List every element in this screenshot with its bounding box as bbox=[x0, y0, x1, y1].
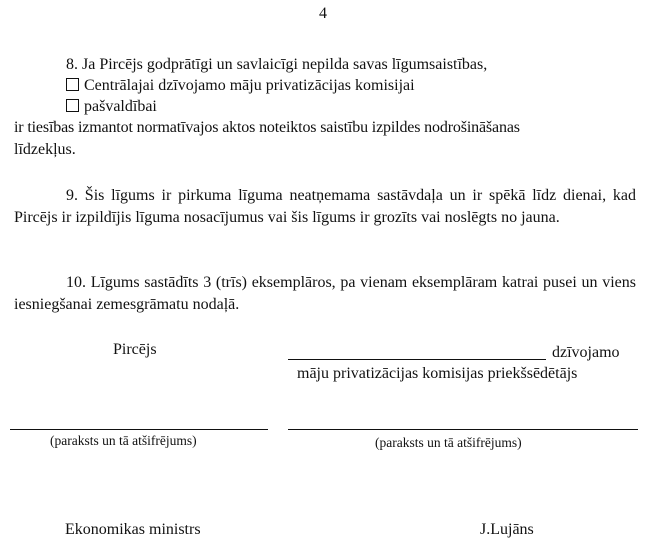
option-central-commission[interactable] bbox=[66, 76, 415, 96]
commission-name-line bbox=[288, 359, 546, 360]
section-8-intro: 8. Ja Pircējs godprātīgi un savlaicīgi nepilda savas līgumsaistības, bbox=[66, 56, 488, 73]
section-10 bbox=[14, 272, 636, 315]
page-number: 4 bbox=[319, 5, 327, 22]
section-8-continuation-2: līdzekļus. bbox=[14, 141, 76, 158]
signature-caption-left: (paraksts un tā atšifrējums) bbox=[50, 433, 197, 448]
commission-suffix: dzīvojamo bbox=[552, 344, 620, 361]
section-9 bbox=[14, 185, 636, 228]
checkbox-icon[interactable] bbox=[66, 99, 79, 112]
section-9-text: 9. Šis līgums ir pirkuma līguma neatņemama sastāvdaļa un ir spēkā līdz dienai, kad Pircējs ir izpildījis līguma nosacījumus vai šis līgums ir grozīts vai noslēgts no jauna. bbox=[14, 187, 636, 226]
minister-title: Ekonomikas ministrs bbox=[65, 521, 201, 538]
minister-name: J.Lujāns bbox=[480, 521, 534, 538]
signature-caption-right: (paraksts un tā atšifrējums) bbox=[375, 435, 522, 450]
section-10-text: 10. Līgums sastādīts 3 (trīs) eksemplāros, pa vienam eksemplāram katrai pusei un viens iesniegšanai zemesgrāmatu nodaļā. bbox=[14, 274, 636, 313]
option-label: pašvaldībai bbox=[84, 98, 157, 115]
commission-title: māju privatizācijas komisijas priekšsēdētājs bbox=[297, 365, 578, 382]
buyer-label: Pircējs bbox=[113, 341, 157, 358]
signature-line-right bbox=[288, 429, 638, 430]
checkbox-icon[interactable] bbox=[66, 78, 79, 91]
signature-line-left bbox=[10, 429, 268, 430]
option-label: Centrālajai dzīvojamo māju privatizācijas komisijai bbox=[84, 77, 415, 94]
section-8-continuation-1: ir tiesības izmantot normatīvajos aktos noteiktos saistību izpildes nodrošināšanas bbox=[14, 119, 520, 136]
option-municipality[interactable] bbox=[66, 97, 157, 117]
